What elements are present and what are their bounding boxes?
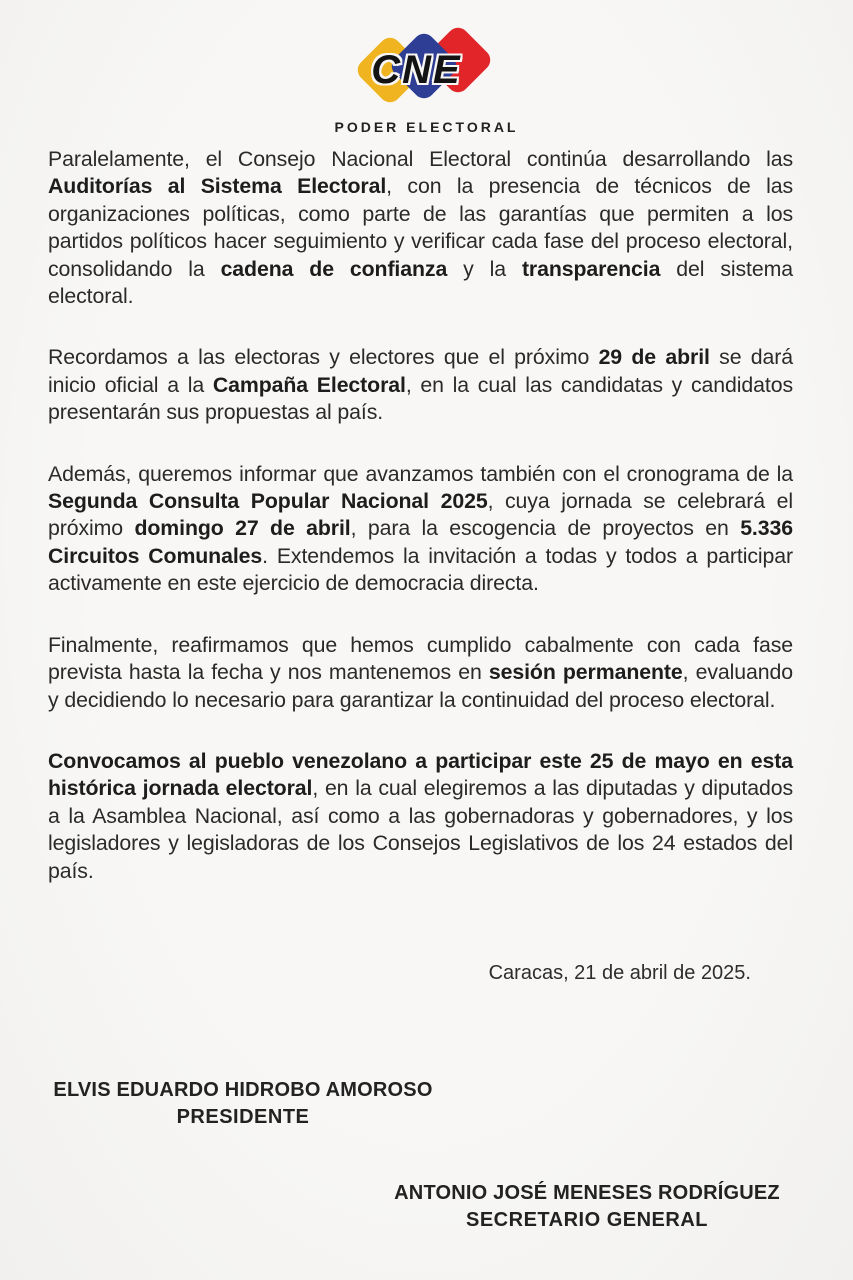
signature-name: ELVIS EDUARDO HIDROBO AMOROSO <box>53 1079 433 1101</box>
text-run-bold: sesión permanente <box>488 660 683 685</box>
paragraph-2 <box>48 344 793 426</box>
logo-acronym: CNE <box>371 48 462 92</box>
text-run: Además, queremos informar que avanzamos también con el cronograma de la <box>48 461 793 486</box>
signature-block-secretary <box>386 1180 788 1234</box>
signature-block-president <box>48 1077 438 1131</box>
text-run-bold: cadena de confianza <box>220 256 448 281</box>
text-run: , con la presencia de técnicos de las organizaciones políticas, como parte de las garantías que permiten a los partidos políticos hacer seguimiento y verificar cada fase del proceso electoral, consolidando la <box>48 174 793 281</box>
text-run-bold: Segunda Consulta Popular Nacional 2025 <box>48 489 488 514</box>
text-run: Paralelamente, el Consejo Nacional Electoral continúa desarrollando las <box>48 147 793 171</box>
logo-caption: PODER ELECTORAL <box>334 119 519 135</box>
paragraph-3 <box>48 461 793 598</box>
text-run: y la <box>447 256 522 281</box>
signature-title: PRESIDENTE <box>176 1106 310 1128</box>
text-run-bold: transparencia <box>521 256 661 281</box>
text-run: , en la cual las candidatas y candidatos presentarán sus propuestas al país. <box>48 372 793 425</box>
text-run: Recordamos a las electoras y electores que el próximo <box>48 345 599 370</box>
text-run: , para la escogencia de proyectos en <box>350 516 741 541</box>
text-run: del sistema electoral. <box>48 256 793 309</box>
paragraph-1 <box>48 146 793 310</box>
document-paragraphs <box>48 146 793 919</box>
text-run-bold: Convocamos al pueblo venezolano a participar este 25 de mayo en esta histórica jornada electoral <box>48 748 793 801</box>
text-run-bold: 29 de abril <box>598 345 710 370</box>
paragraph-4 <box>48 632 793 714</box>
paragraph-5 <box>48 748 793 885</box>
text-run: , en la cual elegiremos a las diputadas y diputados a la Asamblea Nacional, así como a las gobernadoras y gobernadores, y los legisladores y legisladoras de los Consejos Legislativos de los 24 estados del país. <box>48 776 793 883</box>
text-run-bold: Campaña Electoral <box>212 372 406 397</box>
text-run: , cuya jornada se celebrará el próximo <box>48 489 793 541</box>
logo-diamonds <box>322 22 532 116</box>
dateline: Caracas, 21 de abril de 2025. <box>488 962 751 984</box>
signature-title: SECRETARIO GENERAL <box>466 1209 708 1231</box>
text-run-bold: Auditorías al Sistema Electoral <box>48 174 387 199</box>
text-run: se dará inicio oficial a la <box>48 345 793 397</box>
text-run: Finalmente, reafirmamos que hemos cumplido cabalmente con cada fase prevista hasta la fecha y nos mantenemos en <box>48 632 793 685</box>
cne-logo <box>0 22 853 135</box>
text-run: . Extendemos la invitación a todas y todos a participar activamente en este ejercicio de democracia directa. <box>48 543 793 596</box>
text-run: , evaluando y decidiendo lo necesario para garantizar la continuidad del proceso electoral. <box>48 660 793 712</box>
signature-name: ANTONIO JOSÉ MENESES RODRÍGUEZ <box>394 1182 780 1204</box>
text-run-bold: 5.336 Circuitos Comunales <box>48 516 793 568</box>
text-run-bold: domingo 27 de abril <box>134 516 351 541</box>
